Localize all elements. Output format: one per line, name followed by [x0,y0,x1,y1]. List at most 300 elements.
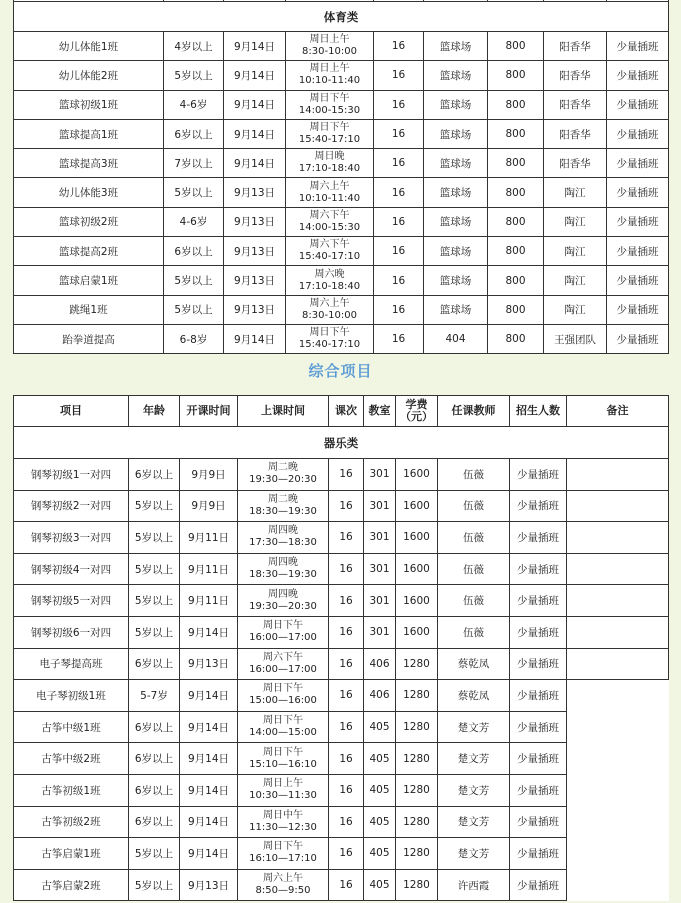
header-time: 上课时间 [238,396,329,427]
age-cell: 6岁以上 [129,459,180,491]
schedule-day: 周日上午 [263,778,303,790]
class-name: 古筝初级1班 [14,774,129,806]
enroll-cell: 少量插班 [510,616,567,648]
schedule-time: 17:10-18:40 [298,163,361,175]
schedule-day: 周日下午 [263,746,303,758]
schedule-cell [238,711,329,743]
teacher-cell: 陶江 [544,178,607,207]
teacher-cell: 阳香华 [544,149,607,178]
schedule-day: 周二晚 [268,462,298,474]
schedule-time: 16:00—17:00 [249,632,317,644]
table-row [14,806,669,838]
age-cell: 5岁以上 [164,61,224,90]
sessions-cell: 16 [374,295,424,324]
remark-cell [567,711,669,743]
enroll-cell: 少量插班 [510,680,567,712]
class-name: 篮球提高1班 [14,119,164,148]
start-date-cell: 9月11日 [180,553,238,585]
age-cell: 6岁以上 [129,806,180,838]
age-cell: 6岁以上 [129,774,180,806]
fee-cell: 800 [488,61,544,90]
room-cell: 篮球场 [424,178,488,207]
remark-cell [567,648,669,680]
teacher-cell: 阳香华 [544,32,607,61]
teacher-cell: 许西霞 [438,869,510,901]
class-name: 钢琴初级1一对四 [14,459,129,491]
teacher-cell: 楚文芳 [438,711,510,743]
fee-cell: 1600 [396,522,438,554]
age-cell: 4-6岁 [164,207,224,236]
sessions-cell: 16 [374,207,424,236]
header-sessions: 课次 [329,396,364,427]
sessions-cell: 16 [329,522,364,554]
sessions-cell: 16 [329,459,364,491]
start-date-cell: 9月14日 [180,743,238,775]
status-cell: 少量插班 [607,32,669,61]
status-cell: 少量插班 [607,295,669,324]
schedule-day: 周六下午 [263,651,303,663]
start-date-cell: 9月14日 [180,774,238,806]
sessions-cell: 16 [329,680,364,712]
class-name: 幼儿体能1班 [14,32,164,61]
schedule-day: 周日下午 [263,620,303,632]
age-cell: 5岁以上 [164,295,224,324]
schedule-cell [286,266,374,295]
enroll-cell: 少量插班 [510,869,567,901]
class-name: 篮球初级1班 [14,90,164,119]
start-date-cell: 9月14日 [180,806,238,838]
schedule-day: 周日下午 [263,715,303,727]
fee-cell: 1600 [396,585,438,617]
fee-cell: 1280 [396,869,438,901]
teacher-cell: 伍薇 [438,522,510,554]
enroll-cell: 少量插班 [510,585,567,617]
table-row [14,324,669,353]
teacher-cell: 蔡乾凤 [438,648,510,680]
start-date-cell: 9月13日 [224,237,286,266]
sessions-cell: 16 [329,490,364,522]
teacher-cell: 伍薇 [438,490,510,522]
fee-cell: 1280 [396,743,438,775]
start-date-cell: 9月14日 [224,149,286,178]
schedule-day: 周日下午 [309,122,350,134]
start-date-cell: 9月13日 [224,295,286,324]
category-label: 体育类 [14,2,669,32]
schedule-cell [238,648,329,680]
table-row [14,237,669,266]
age-cell: 5岁以上 [164,178,224,207]
fee-cell: 800 [488,90,544,119]
schedule-day: 周日下午 [263,841,303,853]
teacher-cell: 伍薇 [438,585,510,617]
table-row [14,490,669,522]
status-cell: 少量插班 [607,149,669,178]
schedule-day: 周日下午 [309,327,350,339]
header-fee-line1: 学费 [405,398,428,411]
remark-cell [567,838,669,870]
class-name: 跆拳道提高 [14,324,164,353]
sessions-cell: 16 [374,178,424,207]
schedule-time: 8:30-10:00 [302,309,357,321]
age-cell: 5岁以上 [129,490,180,522]
room-cell: 篮球场 [424,61,488,90]
header-room: 教室 [364,396,396,427]
room-cell: 301 [364,490,396,522]
start-date-cell: 9月14日 [224,90,286,119]
class-name: 钢琴初级2一对四 [14,490,129,522]
room-cell: 篮球场 [424,266,488,295]
fee-cell: 800 [488,149,544,178]
room-cell: 406 [364,680,396,712]
status-cell: 少量插班 [607,178,669,207]
schedule-day: 周六上午 [263,873,303,885]
age-cell: 4-6岁 [164,90,224,119]
integrated-table [13,395,669,901]
enroll-cell: 少量插班 [510,806,567,838]
room-cell: 301 [364,585,396,617]
enroll-cell: 少量插班 [510,648,567,680]
room-cell: 405 [364,743,396,775]
schedule-time: 15:10—16:10 [249,758,317,770]
fee-cell: 1280 [396,648,438,680]
enroll-cell: 少量插班 [510,711,567,743]
start-date-cell: 9月14日 [180,711,238,743]
room-cell: 405 [364,774,396,806]
schedule-cell [286,61,374,90]
class-name: 电子琴提高班 [14,648,129,680]
table-row [14,522,669,554]
schedule-cell [238,522,329,554]
remark-cell [567,806,669,838]
start-date-cell: 9月14日 [224,119,286,148]
fee-cell: 1600 [396,616,438,648]
schedule-time: 11:30—12:30 [249,821,317,833]
room-cell: 篮球场 [424,207,488,236]
header-enroll: 招生人数 [510,396,567,427]
teacher-cell: 陶江 [544,207,607,236]
schedule-time: 14:00-15:30 [298,221,361,233]
status-cell: 少量插班 [607,119,669,148]
table-row [14,207,669,236]
status-cell: 少量插班 [607,237,669,266]
header-remark: 备注 [567,396,669,427]
schedule-day: 周日中午 [263,809,303,821]
schedule-time: 15:40-17:10 [298,339,361,351]
enroll-cell: 少量插班 [510,743,567,775]
teacher-cell: 楚文芳 [438,743,510,775]
age-cell: 5岁以上 [129,585,180,617]
table-row [14,616,669,648]
fee-cell: 800 [488,295,544,324]
age-cell: 5岁以上 [129,522,180,554]
schedule-time: 19:30—20:30 [249,474,317,486]
class-name: 篮球启蒙1班 [14,266,164,295]
fee-cell: 800 [488,207,544,236]
schedule-day: 周六上午 [309,297,350,309]
table-row [14,869,669,901]
schedule-time: 10:10-11:40 [298,192,361,204]
schedule-day: 周日上午 [309,34,350,46]
sports-table [13,0,669,354]
schedule-cell [286,90,374,119]
age-cell: 6岁以上 [129,711,180,743]
schedule-cell [286,207,374,236]
age-cell: 6-8岁 [164,324,224,353]
remark-cell [567,522,669,554]
header-teacher: 任课教师 [438,396,510,427]
class-name: 电子琴初级1班 [14,680,129,712]
room-cell: 301 [364,522,396,554]
remark-cell [567,616,669,648]
status-cell: 少量插班 [607,61,669,90]
header-age: 年龄 [129,396,180,427]
table-row [14,711,669,743]
enroll-cell: 少量插班 [510,774,567,806]
remark-cell [567,680,669,712]
sessions-cell: 16 [329,648,364,680]
sessions-cell: 16 [374,266,424,295]
age-cell: 6岁以上 [129,743,180,775]
schedule-cell [286,149,374,178]
start-date-cell: 9月13日 [180,869,238,901]
status-cell: 少量插班 [607,90,669,119]
remark-cell [567,869,669,901]
fee-cell: 800 [488,237,544,266]
status-cell: 少量插班 [607,324,669,353]
table-row [14,553,669,585]
class-name: 钢琴初级4一对四 [14,553,129,585]
teacher-cell: 楚文芳 [438,838,510,870]
table-row [14,266,669,295]
schedule-time: 16:10—17:10 [249,853,317,865]
room-cell: 405 [364,711,396,743]
class-name: 幼儿体能3班 [14,178,164,207]
fee-cell: 800 [488,178,544,207]
room-cell: 405 [364,869,396,901]
remark-cell [567,459,669,491]
room-cell: 405 [364,838,396,870]
sessions-cell: 16 [374,90,424,119]
age-cell: 5岁以上 [129,838,180,870]
start-date-cell: 9月13日 [224,266,286,295]
room-cell: 406 [364,648,396,680]
remark-cell [567,585,669,617]
room-cell: 301 [364,616,396,648]
teacher-cell: 楚文芳 [438,806,510,838]
fee-cell: 1280 [396,711,438,743]
fee-cell: 800 [488,324,544,353]
room-cell: 篮球场 [424,295,488,324]
start-date-cell: 9月13日 [224,178,286,207]
remark-cell [567,553,669,585]
schedule-cell [286,237,374,266]
start-date-cell: 9月13日 [224,207,286,236]
room-cell: 篮球场 [424,149,488,178]
schedule-time: 17:10-18:40 [298,280,361,292]
category-label: 器乐类 [14,427,669,459]
start-date-cell: 9月14日 [224,324,286,353]
teacher-cell: 伍薇 [438,553,510,585]
schedule-cell [238,585,329,617]
room-cell: 301 [364,459,396,491]
age-cell: 5-7岁 [129,680,180,712]
age-cell: 5岁以上 [164,266,224,295]
sessions-cell: 16 [329,743,364,775]
teacher-cell: 蔡乾凤 [438,680,510,712]
enroll-cell: 少量插班 [510,553,567,585]
room-cell: 篮球场 [424,90,488,119]
age-cell: 7岁以上 [164,149,224,178]
teacher-cell: 陶江 [544,266,607,295]
age-cell: 5岁以上 [129,616,180,648]
schedule-cell [286,32,374,61]
start-date-cell: 9月13日 [180,648,238,680]
sessions-cell: 16 [374,149,424,178]
age-cell: 6岁以上 [164,237,224,266]
start-date-cell: 9月11日 [180,522,238,554]
schedule-time: 19:30—20:30 [249,600,317,612]
sessions-cell: 16 [374,324,424,353]
schedule-time: 10:10-11:40 [298,75,361,87]
age-cell: 6岁以上 [164,119,224,148]
table-row [14,680,669,712]
section-title: 综合项目 [308,362,373,380]
class-name: 篮球初级2班 [14,207,164,236]
sessions-cell: 16 [329,806,364,838]
class-name: 古筝启蒙1班 [14,838,129,870]
enroll-cell: 少量插班 [510,522,567,554]
table-row [14,61,669,90]
fee-cell: 1600 [396,459,438,491]
table-row [14,743,669,775]
schedule-cell [286,178,374,207]
sessions-cell: 16 [329,553,364,585]
room-cell: 405 [364,806,396,838]
sessions-cell: 16 [329,774,364,806]
schedule-cell [238,869,329,901]
schedule-time: 17:30—18:30 [249,537,317,549]
schedule-time: 16:00—17:00 [249,663,317,675]
schedule-day: 周二晚 [268,493,298,505]
schedule-day: 周六上午 [309,180,350,192]
schedule-cell [286,295,374,324]
schedule-day: 周日上午 [309,63,350,75]
teacher-cell: 楚文芳 [438,774,510,806]
sessions-cell: 16 [374,119,424,148]
schedule-time: 14:00-15:30 [298,104,361,116]
sessions-cell: 16 [329,838,364,870]
class-name: 钢琴初级6一对四 [14,616,129,648]
remark-cell [567,774,669,806]
age-cell: 4岁以上 [164,32,224,61]
enroll-cell: 少量插班 [510,490,567,522]
table-row [14,585,669,617]
class-name: 篮球提高2班 [14,237,164,266]
schedule-day: 周日下午 [309,92,350,104]
table-row [14,648,669,680]
schedule-cell [238,838,329,870]
class-name: 幼儿体能2班 [14,61,164,90]
sessions-cell: 16 [374,32,424,61]
room-cell: 404 [424,324,488,353]
table-row [14,459,669,491]
schedule-time: 15:40-17:10 [298,251,361,263]
schedule-day: 周六下午 [309,239,350,251]
table-row [14,119,669,148]
fee-cell: 1280 [396,680,438,712]
status-cell: 少量插班 [607,207,669,236]
header-fee [396,396,438,427]
fee-cell: 800 [488,266,544,295]
schedule-day: 周日下午 [263,683,303,695]
schedule-time: 18:30—19:30 [249,569,317,581]
schedule-time: 15:40-17:10 [298,134,361,146]
schedule-cell [238,459,329,491]
table-row [14,178,669,207]
table-row [14,774,669,806]
start-date-cell: 9月14日 [224,61,286,90]
class-name: 钢琴初级5一对四 [14,585,129,617]
schedule-day: 周四晚 [268,525,298,537]
schedule-cell [238,743,329,775]
schedule-cell [238,806,329,838]
class-name: 篮球提高3班 [14,149,164,178]
schedule-time: 8:30-10:00 [302,46,357,58]
schedule-cell [238,680,329,712]
table-row [14,149,669,178]
table-row [14,32,669,61]
teacher-cell: 王强团队 [544,324,607,353]
header-row [14,396,669,427]
start-date-cell: 9月14日 [180,680,238,712]
start-date-cell: 9月14日 [180,616,238,648]
sessions-cell: 16 [374,61,424,90]
fee-cell: 800 [488,32,544,61]
class-name: 古筝初级2班 [14,806,129,838]
class-name: 古筝启蒙2班 [14,869,129,901]
room-cell: 篮球场 [424,32,488,61]
fee-cell: 800 [488,119,544,148]
teacher-cell: 伍薇 [438,459,510,491]
room-cell: 篮球场 [424,237,488,266]
room-cell: 篮球场 [424,119,488,148]
table-row [14,295,669,324]
schedule-cell [238,490,329,522]
schedule-cell [286,119,374,148]
status-cell: 少量插班 [607,266,669,295]
age-cell: 5岁以上 [129,553,180,585]
start-date-cell: 9月14日 [224,32,286,61]
start-date-cell: 9月9日 [180,490,238,522]
fee-cell: 1280 [396,806,438,838]
fee-cell: 1600 [396,553,438,585]
table-row [14,838,669,870]
sessions-cell: 16 [329,711,364,743]
remark-cell [567,490,669,522]
table-row [14,90,669,119]
teacher-cell: 阳香华 [544,90,607,119]
category-row-instruments [14,427,669,459]
fee-cell: 1280 [396,838,438,870]
schedule-time: 14:00—15:00 [249,727,317,739]
teacher-cell: 伍薇 [438,616,510,648]
header-start: 开课时间 [180,396,238,427]
schedule-cell [238,616,329,648]
sessions-cell: 16 [329,616,364,648]
enroll-cell: 少量插班 [510,459,567,491]
schedule-day: 周六晚 [314,268,345,280]
age-cell: 5岁以上 [129,869,180,901]
